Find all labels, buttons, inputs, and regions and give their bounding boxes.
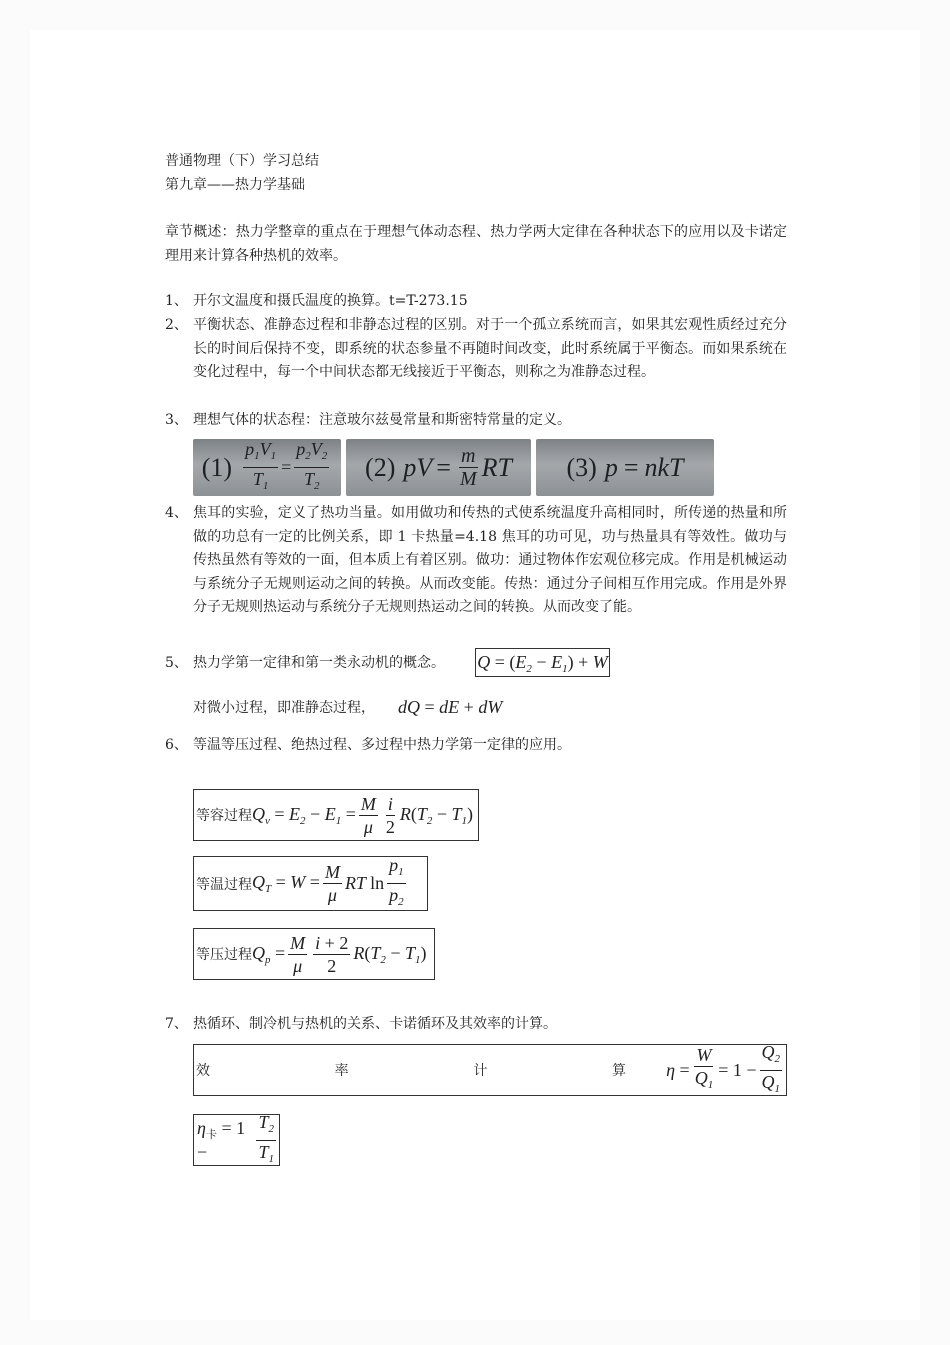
- isobaric-label: 等压过程: [196, 947, 252, 963]
- item-5-text: 热力学第一定律和第一类永动机的概念。: [193, 655, 445, 671]
- differential-first-law: dQ = dE + dW: [398, 697, 503, 717]
- photo-2-label: (2): [365, 452, 396, 482]
- item-4-text: 焦耳的实验，定义了热功当量。如用做功和传热的式使系统温度升高相同时，所传递的热量和所做的功总有一定的比例关系，即 1 卡热量=4.18 焦耳的功可见，功与热量具有等效性。做功与传热虽然有等效的一面，但本质上有着区别。做功：通过物体作宏观位移完成。作用是机械运动与系统分子无规则运动之间的转换。从而改变能。传热：通过分子间相互作用完成。作用是外界分子无规则热运动与系统分子无规则热运动之间的转换。从而改变了能。: [193, 505, 787, 615]
- item-1-number: 1、: [165, 293, 188, 309]
- isochoric-formula-box: 等容过程 $Q_v = E_2 - E_1$ = $\frac{M}{\mu}$ $\frac{i}{2}$ $R(T_2 - T_1)$: [193, 789, 479, 841]
- formula-photo-3: (3) p = nkT: [536, 439, 714, 496]
- carnot-efficiency-box: $\eta_卡 = 1$ − $\frac{T_2}{T_1}$: [193, 1114, 280, 1166]
- photo-3-label: (3): [566, 452, 597, 482]
- item-2-text: 平衡状态、准静态过程和非静态过程的区别。对于一个孤立系统而言，如果其宏观性质经过充分长的时间后保持不变，即系统的状态参量不再随时间改变，此时系统属于平衡态。而如果系统在变化过程中，每一个中间状态都无线接近于平衡态，则称之为准静态过程。: [193, 317, 787, 380]
- item-3-number: 3、: [165, 412, 188, 428]
- item-1-text: 开尔文温度和摄氏温度的换算。t=T-273.15: [193, 293, 468, 309]
- item-4-number: 4、: [165, 505, 188, 521]
- isothermal-formula-box: 等温过程 $Q_T = W$ = $\frac{M}{\mu}$ RT ln $\frac{p_1}{p_2}$: [193, 856, 428, 911]
- document-title: 普通物理（下）学习总结: [165, 153, 319, 169]
- formula-photo-2: (2) pV = $\frac{m}{M}$ RT: [346, 439, 531, 496]
- first-law-formula-box: $Q = (E_2 - E_1) + W$: [475, 648, 610, 677]
- isochoric-label: 等容过程: [196, 808, 252, 824]
- item-5-sub-text: 对微小过程，即准静态过程，: [193, 700, 375, 716]
- efficiency-word-3: 计: [473, 1063, 488, 1079]
- isobaric-formula-box: 等压过程 $Q_p$ = $\frac{M}{\mu}$ $\frac{i + 2}{2}$ $R(T_2 - T_1)$: [193, 928, 435, 980]
- photo-1-label: (1): [201, 452, 233, 482]
- item-3-text: 理想气体的状态程：注意玻尔兹曼常量和斯密特常量的定义。: [193, 412, 571, 428]
- item-6-text: 等温等压过程、绝热过程、多过程中热力学第一定律的应用。: [193, 737, 571, 753]
- item-6-number: 6、: [165, 737, 188, 753]
- item-5-number: 5、: [165, 655, 188, 671]
- efficiency-word-4: 算: [611, 1063, 626, 1079]
- item-2-number: 2、: [165, 317, 188, 333]
- item-7-number: 7、: [165, 1016, 188, 1032]
- carnot-subscript: 卡: [205, 1128, 217, 1141]
- formula-photo-1: (1) $\frac{p_1V_1}{T_1}$ = $\frac{p_2V_2}{T_2}$: [193, 439, 341, 496]
- chapter-title: 第九章——热力学基础: [165, 177, 305, 193]
- efficiency-formula-box: 效 率 计 算 η = $\frac{W}{Q_1}$ = 1 − $\frac{Q_2}{Q_1}$: [193, 1044, 787, 1096]
- efficiency-word-2: 率: [334, 1063, 349, 1079]
- item-7-text: 热循环、制冷机与热机的关系、卡诺循环及其效率的计算。: [193, 1016, 557, 1032]
- chapter-overview: 章节概述：热力学整章的重点在于理想气体动态程、热力学两大定律在各种状态下的应用以及卡诺定理用来计算各种热机的效率。: [165, 224, 787, 264]
- isothermal-label: 等温过程: [196, 876, 252, 893]
- efficiency-word-1: 效: [196, 1063, 210, 1079]
